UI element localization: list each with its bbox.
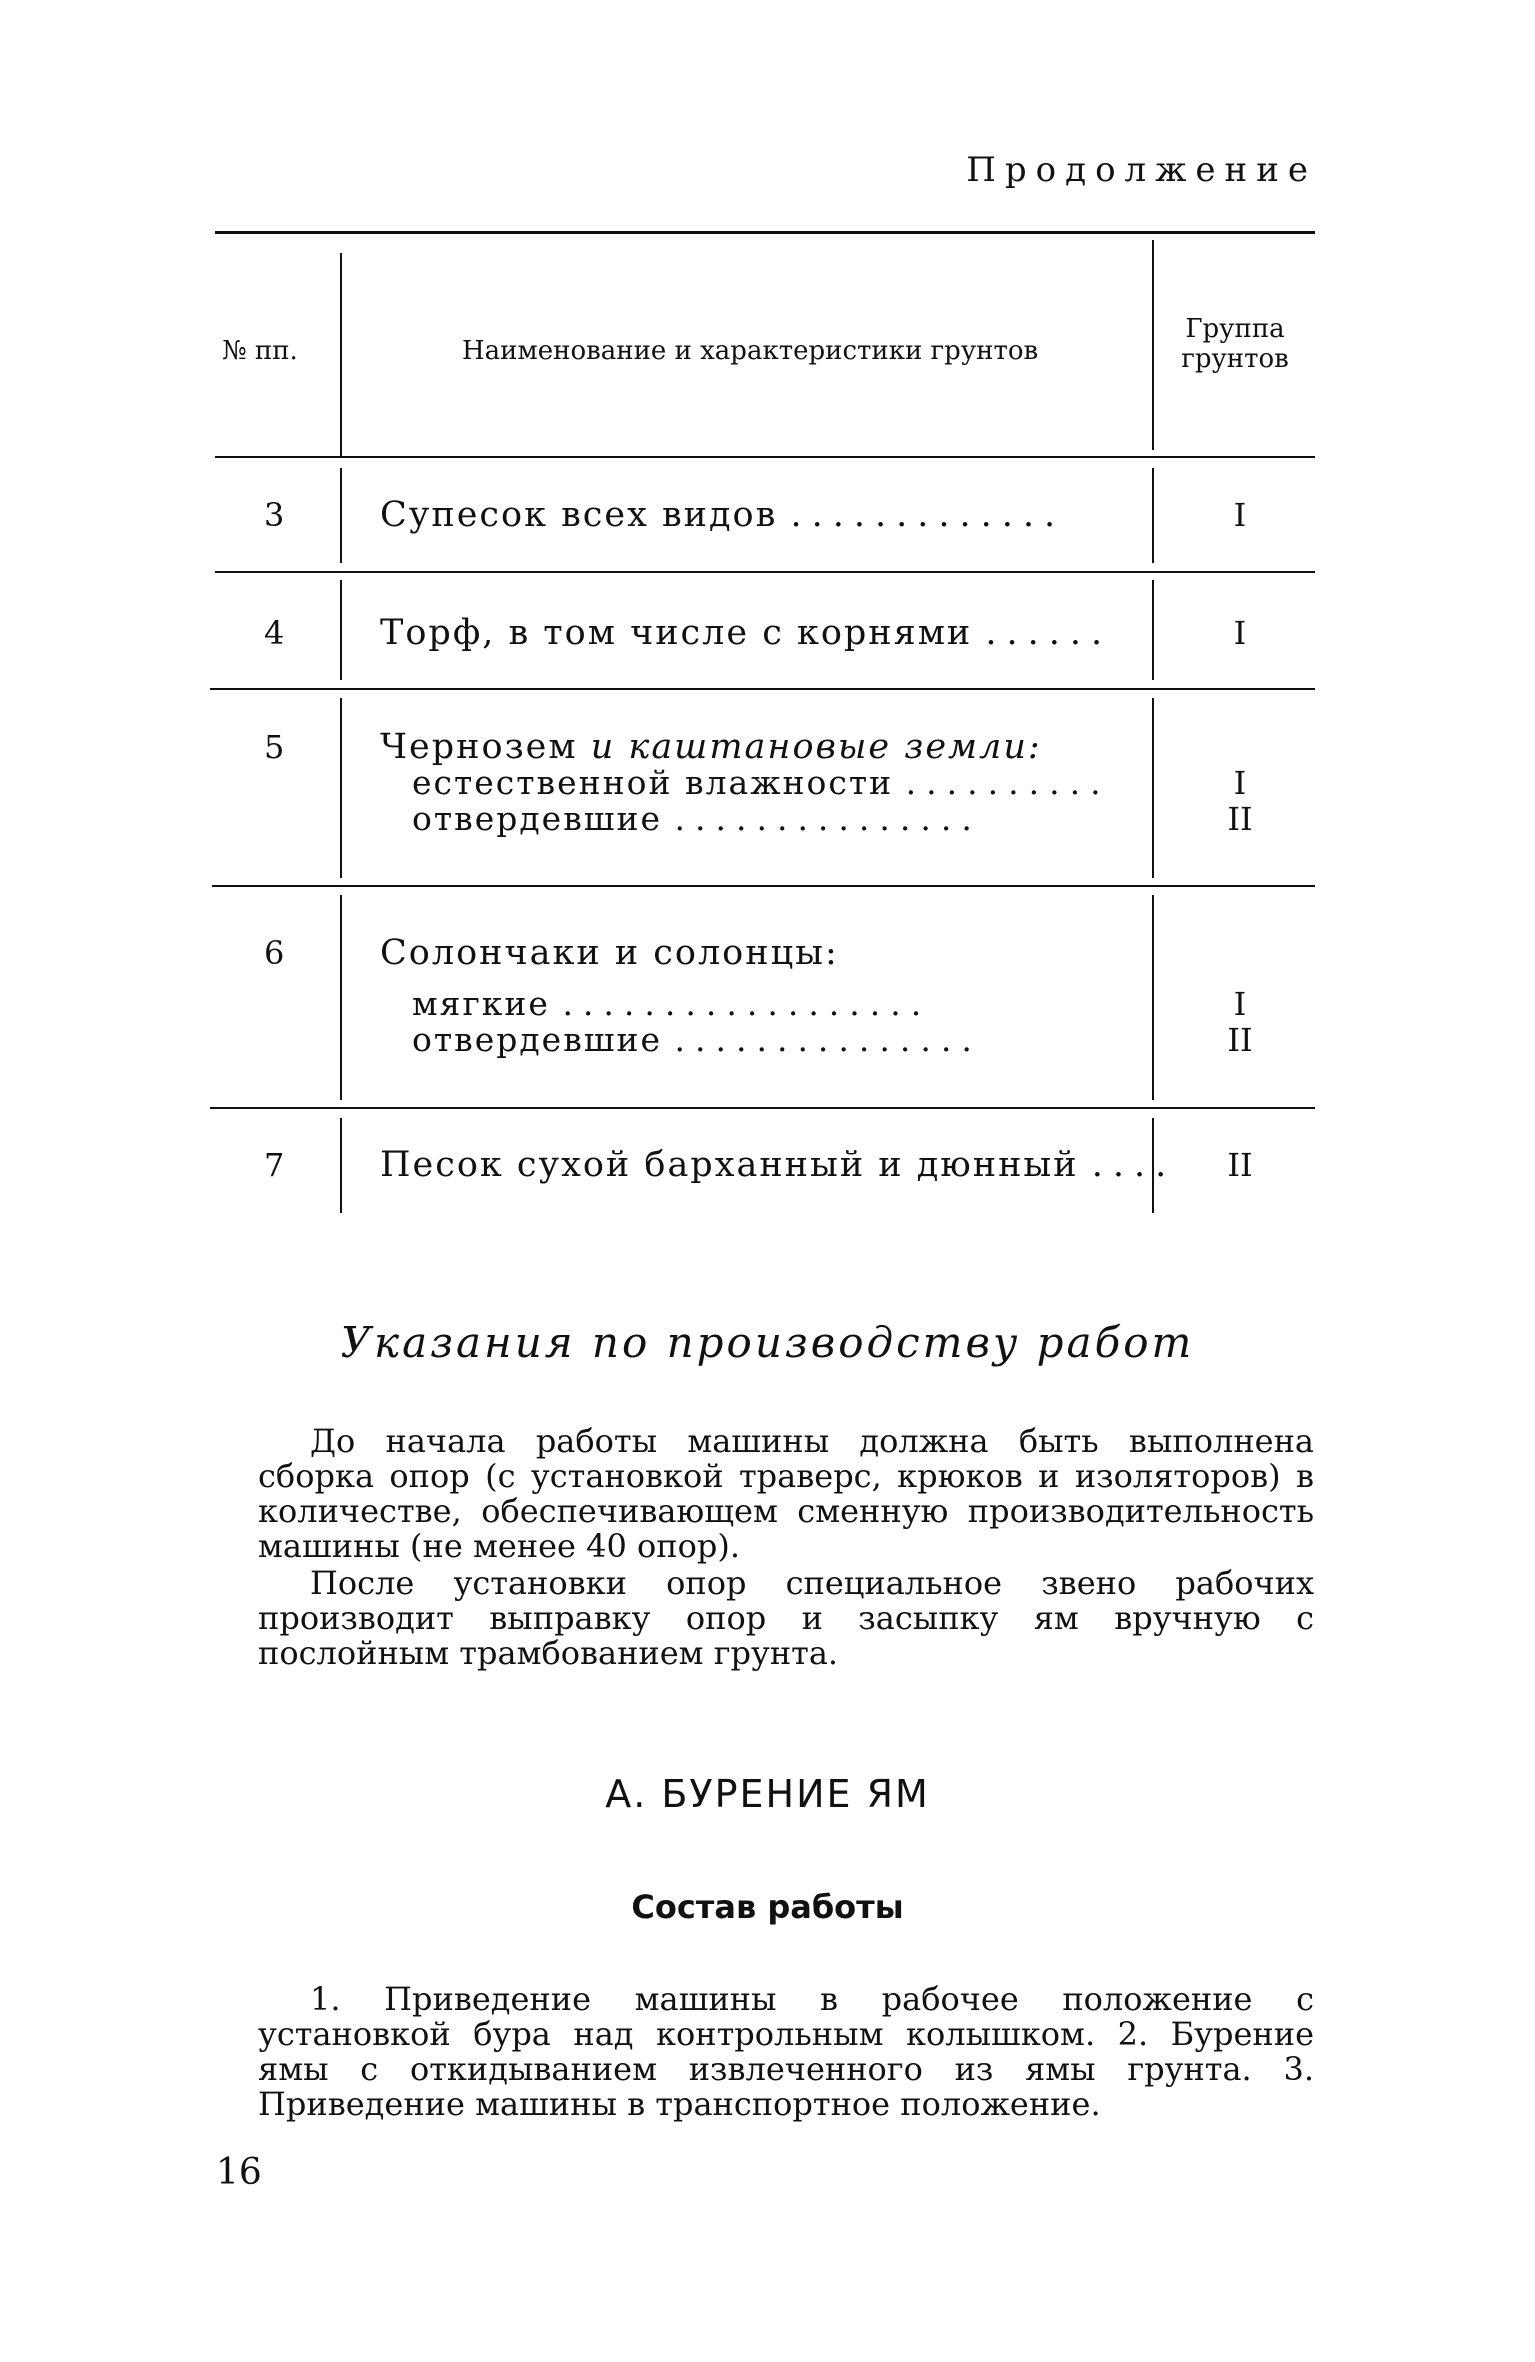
leader-dots: ............... — [674, 1020, 982, 1059]
sub-item-name — [412, 764, 1111, 802]
leader-dots: .................. — [562, 984, 932, 1023]
column-separator — [340, 253, 342, 458]
row-name — [380, 728, 1042, 766]
row-group: I — [1233, 496, 1247, 534]
column-separator — [340, 698, 342, 878]
row-group: II — [1227, 1146, 1253, 1184]
sub-item-text: мягкие — [412, 984, 550, 1023]
row-name — [380, 1146, 1176, 1184]
column-separator — [1152, 580, 1154, 680]
row-group: I — [1233, 614, 1247, 652]
column-header-name: Наименование и характеристики грунтов — [462, 336, 1039, 366]
sub-item-name — [412, 800, 982, 838]
column-separator — [1152, 468, 1154, 563]
sub-item-name — [412, 985, 931, 1023]
leader-dots: .... — [1091, 1145, 1177, 1185]
leader-dots: ............... — [674, 799, 982, 838]
table-top-rule — [215, 231, 1315, 234]
sub-item-text: отвердевшие — [412, 799, 662, 838]
paragraph-text: 1. Приведение машины в рабочее положение с установкой бура над контрольным колышком. 2. Бурение ямы с откидыванием извлеченного из ямы грунта. 3. Приведение машины в транспортное положение. — [258, 1980, 1314, 2123]
row-divider — [215, 571, 1315, 573]
continuation-label: Продолжение — [966, 150, 1317, 190]
section-heading: Указания по производству работ — [340, 1318, 1195, 1367]
column-separator — [340, 895, 342, 1100]
row-name-italic: и каштановые земли: — [590, 727, 1042, 767]
column-header-group-line1: Группа — [1185, 314, 1285, 344]
sub-item-group: II — [1227, 1021, 1253, 1059]
row-number: 5 — [264, 728, 285, 766]
column-header-number: № пп. — [222, 336, 298, 366]
sub-item-group: I — [1233, 764, 1247, 802]
row-number: 4 — [264, 614, 285, 652]
column-separator — [1152, 240, 1154, 450]
paragraph — [258, 1982, 1314, 2122]
column-separator — [340, 468, 342, 563]
table-header-rule — [215, 456, 1315, 458]
row-name-text: Супесок всех видов — [380, 495, 778, 535]
column-separator — [1152, 698, 1154, 878]
row-name — [380, 934, 839, 972]
row-divider — [212, 885, 1315, 887]
row-number: 3 — [264, 496, 285, 534]
paragraph — [258, 1424, 1314, 1564]
sub-item-text: отвердевшие — [412, 1020, 662, 1059]
page-number: 16 — [216, 2152, 262, 2193]
column-separator — [340, 1118, 342, 1213]
row-name — [380, 614, 1112, 652]
row-name-text: Торф, в том числе с корнями — [380, 613, 973, 653]
row-name — [380, 496, 1065, 534]
paragraph-text: До начала работы машины должна быть выполнена сборка опор (с установкой траверс, крюков и изоляторов) в количестве, обеспечивающем сменную производительность машины (не менее 40 опор). — [258, 1422, 1314, 1565]
column-header-group-line2: грунтов — [1181, 344, 1289, 374]
column-separator — [1152, 895, 1154, 1100]
paragraph — [258, 1566, 1314, 1671]
leader-dots: .......... — [905, 763, 1111, 802]
row-divider — [210, 688, 1315, 690]
sub-item-text: естественной влажности — [412, 763, 894, 802]
row-number: 6 — [264, 934, 285, 972]
paragraph-text: После установки опор специальное звено рабочих производит выправку опор и засыпку ям вручную с послойным трамбованием грунта. — [258, 1564, 1314, 1672]
sub-item-group: I — [1233, 985, 1247, 1023]
sub-item-name — [412, 1021, 982, 1059]
row-divider — [210, 1107, 1315, 1109]
column-separator — [340, 580, 342, 680]
row-name-text: Песок сухой барханный и дюнный — [380, 1145, 1079, 1185]
row-name-text: Солончаки и солонцы: — [380, 933, 839, 973]
sub-item-group: II — [1227, 800, 1253, 838]
subheading: Состав работы — [631, 1888, 904, 1926]
leader-dots: ............. — [790, 495, 1066, 535]
row-name-plain: Чернозем — [380, 727, 578, 767]
part-heading: А. БУРЕНИЕ ЯМ — [605, 1772, 930, 1816]
column-header-group — [1160, 314, 1310, 374]
leader-dots: ...... — [985, 613, 1113, 653]
row-number: 7 — [264, 1146, 285, 1184]
